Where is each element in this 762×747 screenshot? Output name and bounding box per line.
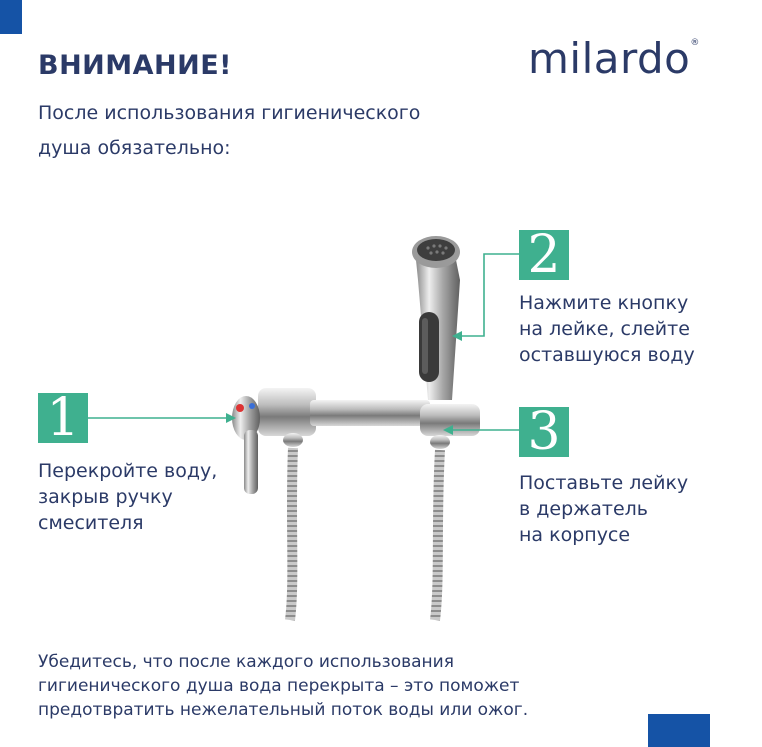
- mixer-cap: [232, 396, 260, 440]
- shower-button: [419, 312, 439, 382]
- step-line: смесителя: [38, 512, 144, 534]
- step-line: закрыв ручку: [38, 486, 173, 508]
- shower-head-nozzles: [417, 239, 455, 261]
- mixer-handle: [244, 430, 258, 494]
- corner-decoration-top-left: [0, 0, 22, 34]
- shower-head-face: [412, 236, 460, 268]
- page-title: ВНИМАНИЕ!: [38, 50, 232, 81]
- registered-mark: ®: [690, 38, 700, 48]
- hand-shower: [416, 260, 460, 400]
- step-line: в держатель: [519, 498, 648, 520]
- callout-line-2: [456, 254, 519, 336]
- spout-arm: [310, 400, 430, 426]
- step-line: оставшуюся воду: [519, 344, 695, 366]
- step-2-text: [519, 290, 695, 368]
- corner-decoration-bottom-right: [648, 714, 710, 747]
- step-number-3: 3: [519, 407, 569, 457]
- step-number-1: 1: [38, 393, 88, 443]
- step-3-text: [519, 470, 688, 548]
- subtitle-line: душа обязательно:: [38, 137, 231, 159]
- arrow-1: [226, 413, 236, 423]
- red-indicator: [236, 404, 244, 412]
- note-line: предотвратить нежелательный поток воды или ожог.: [38, 700, 529, 720]
- warning-note: [38, 650, 528, 722]
- step-line: Перекройте воду,: [38, 460, 218, 482]
- mixer-body: [258, 388, 316, 436]
- step-line: Нажмите кнопку: [519, 292, 689, 314]
- step-line: на корпусе: [519, 524, 631, 546]
- arrow-2: [452, 331, 462, 341]
- note-line: Убедитесь, что после каждого использования: [38, 652, 454, 672]
- step-number-2: 2: [519, 230, 569, 280]
- subtitle-line: После использования гигиенического: [38, 102, 421, 124]
- hose-connector-left: [283, 433, 303, 447]
- step-line: Поставьте лейку: [519, 472, 689, 494]
- note-line: гигиенического душа вода перекрыта – это поможет: [38, 676, 520, 696]
- hose-left: [290, 448, 293, 620]
- page-subtitle: [38, 96, 420, 166]
- step-line: на лейке, слейте: [519, 318, 690, 340]
- logo-text: milardo: [528, 34, 691, 83]
- hose-connector-right: [430, 435, 450, 449]
- holder-body: [420, 404, 480, 436]
- step-1-text: [38, 458, 217, 536]
- hose-right: [435, 450, 440, 620]
- blue-indicator: [249, 403, 255, 409]
- brand-logo: [528, 34, 700, 83]
- arrow-3: [443, 425, 453, 435]
